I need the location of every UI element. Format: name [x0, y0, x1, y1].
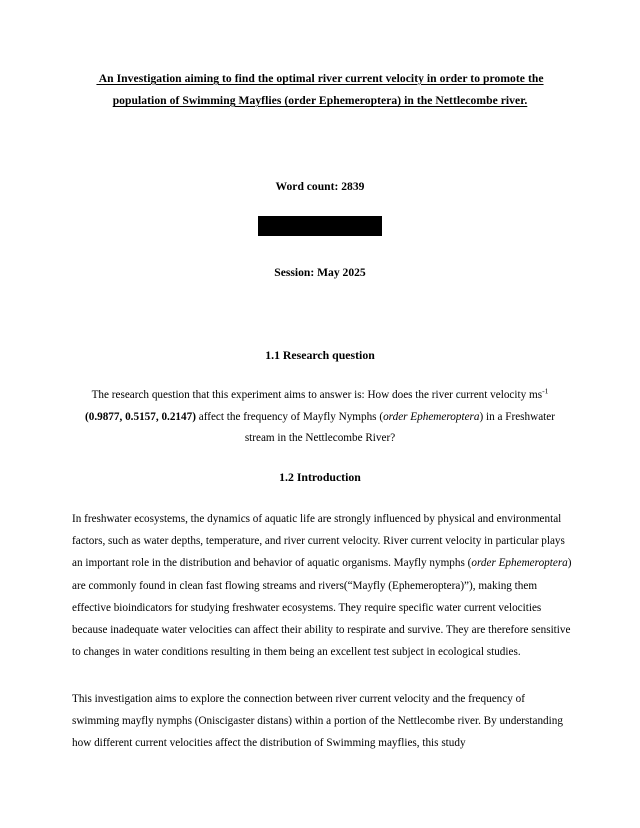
- document-title: [72, 68, 568, 112]
- heading-research-question: 1.1 Research question: [265, 348, 375, 362]
- title-line-2: population of Swimming Mayflies (order Ephemeroptera) in the Nettlecombe river.: [112, 94, 528, 107]
- rq-text-part-2: affect the frequency of Mayfly Nymphs (: [195, 410, 384, 423]
- para1-species-name: order Ephemeroptera: [471, 557, 568, 570]
- rq-velocity-values: (0.9877, 0.5157, 0.2147): [85, 410, 196, 423]
- rq-text-part-3: ) in a Freshwater stream in the Nettlecombe River?: [244, 410, 555, 444]
- para1-text-part-2: ) are commonly found in clean fast flowing streams and rivers(“Mayfly (Ephemeroptera)”), making them effective bioindicators for studying freshwater ecosystems. They require specific water current velocities because inadequate water velocities can affect their ability to respirate and survive. They are therefore sensitive to changes in water conditions resulting in them being an excellent test subject in ecological studies.: [72, 557, 572, 659]
- word-count-label: Word count: 2839: [275, 180, 365, 193]
- research-question-paragraph: [72, 385, 568, 450]
- para1-text-part-1: In freshwater ecosystems, the dynamics of aquatic life are strongly influenced by physical and environmental factors, such as water depths, temperature, and river current velocity. River current velocity in particular plays an important role in the distribution and behavior of aquatic organisms. Mayfly nymphs (: [72, 513, 565, 570]
- heading-introduction: 1.2 Introduction: [279, 470, 361, 484]
- rq-species-name: order Ephemeroptera: [383, 410, 480, 423]
- rq-superscript: -1: [542, 386, 549, 396]
- title-line-1: An Investigation aiming to find the optimal river current velocity in order to promote the: [96, 72, 544, 85]
- redacted-name-bar: [258, 216, 382, 236]
- introduction-paragraph-1: [72, 508, 572, 663]
- session-label: Session: May 2025: [274, 266, 366, 279]
- introduction-paragraph-2: This investigation aims to explore the connection between river current velocity and the frequency of swimming mayfly nymphs (Oniscigaster distans) within a portion of the Nettlecombe river. By understanding how different current velocities affect the distribution of Swimming mayflies, this study: [72, 693, 563, 750]
- rq-text-part-1: The research question that this experiment aims to answer is: How does the river current velocity ms: [91, 389, 543, 401]
